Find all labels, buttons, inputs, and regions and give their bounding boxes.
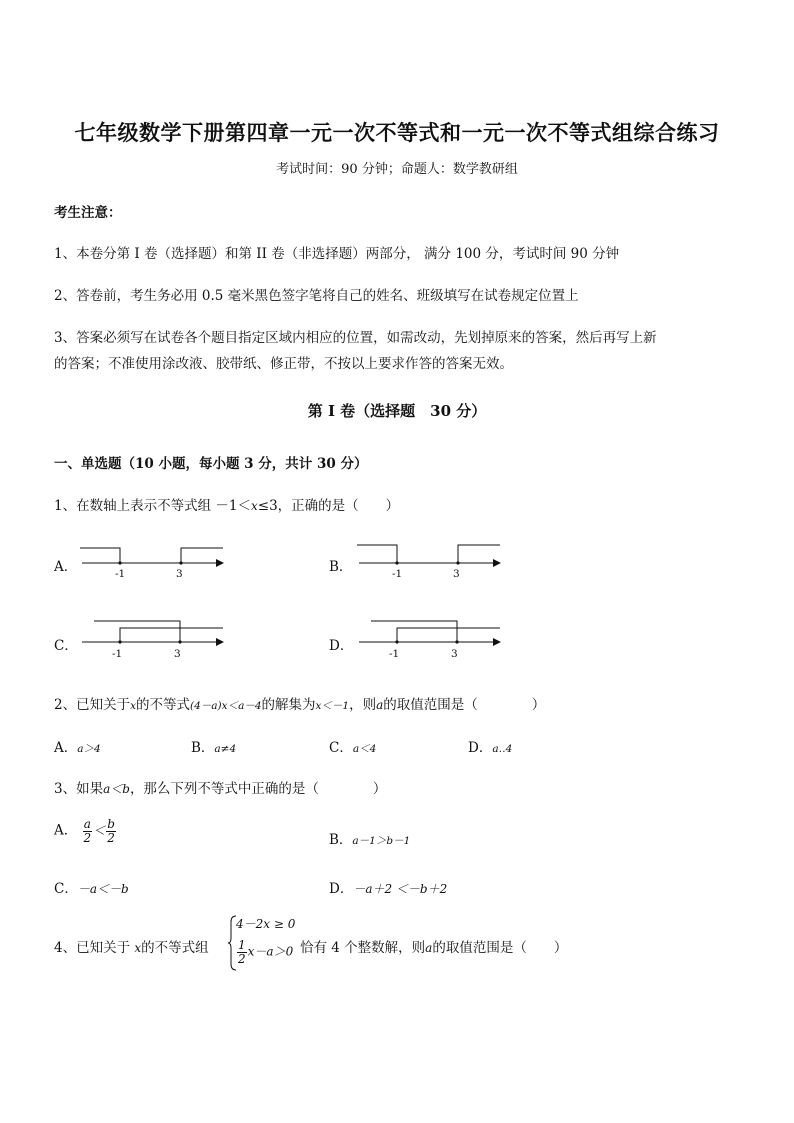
q2-option-d-value: a‥4: [492, 743, 513, 755]
q4-stem-mid: 的不等式组: [141, 940, 209, 956]
q3-option-b-value: a－1＞b－1: [352, 835, 411, 847]
q2-option-b: [191, 736, 236, 756]
q3-a-fraction-2: [106, 818, 116, 844]
q1-d-tick-left: -1: [389, 648, 400, 660]
frac-numerator: a: [83, 817, 91, 831]
q1-stem-suffix: ≤3，正确的是（ ）: [257, 498, 400, 514]
note-item-3-line-1: 3、答案必须写在试卷各个题目指定区域内相应的位置，如需改动，先划掉原来的答案，然后再写上新: [54, 330, 657, 346]
q2-option-a-label: A．: [54, 740, 78, 756]
q4-stem-suffix-wrap: [300, 936, 567, 956]
q1-option-b-label: B．: [329, 559, 353, 575]
q3-option-a: [54, 818, 117, 844]
frac-denominator: 2: [238, 951, 246, 966]
q2-option-d: [468, 736, 512, 756]
q2-stem-suffix: 的取值范围是（ ）: [383, 697, 546, 713]
q4-system-line-1: 4－2x ≥ 0: [236, 917, 296, 931]
q3-option-b-label: B．: [329, 832, 353, 848]
frac-numerator: 1: [238, 938, 246, 952]
q3-option-c-value: －a＜－b: [77, 882, 129, 896]
q2-var-x: x: [130, 700, 137, 712]
q4-var-a: a: [425, 941, 433, 955]
q4-stem-prefix-wrap: [54, 936, 209, 956]
ray-lower: [120, 628, 223, 642]
q1-a-tick-right: 3: [176, 568, 183, 580]
q1-option-c-numberline: [78, 614, 228, 658]
q1-a-tick-left: -1: [115, 568, 126, 580]
q4-var-x: x: [134, 941, 142, 955]
exam-subtitle: 考试时间：90 分钟；命题人：数学教研组: [276, 162, 518, 177]
exam-title: 七年级数学下册第四章一元一次不等式和一元一次不等式组综合练习: [74, 120, 720, 145]
q2-option-b-label: B．: [191, 740, 215, 756]
q2-option-a-value: a＞4: [77, 743, 101, 755]
q1-b-tick-left: -1: [392, 568, 403, 580]
q3-stem: [54, 777, 386, 797]
q3-option-b: [329, 828, 410, 848]
frac-numerator: b: [107, 817, 115, 831]
q3-option-d-label: D．: [329, 881, 354, 897]
q1-option-c-label: C．: [54, 638, 78, 654]
section-title: 第 I 卷（选择题 30 分）: [307, 402, 487, 420]
q1-c-tick-left: -1: [112, 648, 123, 660]
q2-stem-mid3: ，则: [349, 697, 377, 713]
note-item-3-line-2: 的答案；不准使用涂改液、胶带纸、修正带，不按以上要求作答的答案无效。: [54, 356, 513, 372]
q1-stem-var: x: [250, 499, 258, 513]
q3-a-fraction-1: [83, 818, 93, 844]
frac-denominator: 2: [107, 830, 115, 845]
q4-system-fraction: [237, 939, 247, 965]
q4-system-line-2-rest: x－a＞0: [247, 944, 294, 959]
q4-stem-mid2: 恰有 4 个整数解，则: [300, 940, 426, 956]
q3-condition: a＜b: [103, 782, 130, 796]
q1-stem-prefix: 1、在数轴上表示不等式组 －1＜: [54, 498, 251, 514]
q2-option-a: [54, 736, 101, 756]
axis-arrow: [493, 638, 501, 646]
q3-option-c-label: C．: [54, 881, 78, 897]
q2-option-c-value: a＜4: [352, 743, 377, 755]
q1-stem: [54, 494, 399, 514]
q2-solution: x＜－1: [315, 700, 350, 712]
q3-option-c: [54, 877, 129, 897]
q1-b-tick-right: 3: [453, 568, 460, 580]
frac-denominator: 2: [83, 830, 92, 845]
q1-option-a-numberline: [78, 540, 228, 580]
q3-stem-prefix: 3、如果: [54, 781, 104, 797]
q1-option-d-numberline: [355, 614, 505, 658]
ray-upper: [94, 621, 180, 642]
ray-upper: [371, 621, 457, 642]
q2-stem-prefix: 2、已知关于: [54, 697, 131, 713]
q4-inequality-system: [228, 914, 308, 972]
q4-system-line-2: [236, 939, 293, 965]
q1-option-d-label: D．: [329, 638, 354, 654]
q1-c-tick-right: 3: [174, 648, 181, 660]
q2-option-b-value: a≠4: [214, 743, 237, 755]
q2-inequality: (4－a)x＜a－4: [190, 700, 262, 712]
notes-heading: 考生注意：: [54, 205, 122, 221]
q3-option-d-value: －a＋2 ＜－b＋2: [353, 882, 448, 896]
q3-option-d: [329, 877, 447, 897]
q3-a-relation: ＜: [93, 823, 106, 838]
q2-stem-mid2: 的解集为: [261, 697, 316, 713]
axis-arrow: [493, 559, 501, 567]
q2-option-c-label: C．: [329, 740, 353, 756]
q2-option-c: [329, 736, 376, 756]
q2-option-d-label: D．: [468, 740, 493, 756]
q4-stem-suffix: 的取值范围是（ ）: [432, 940, 568, 956]
q4-stem-prefix: 4、已知关于: [54, 940, 135, 956]
ray-left: [80, 548, 120, 563]
q1-option-b-numberline: [355, 540, 505, 580]
note-item-1: 1、本卷分第 I 卷（选择题）和第 II 卷（非选择题）两部分， 满分 100 分，考试时间 90 分钟: [54, 246, 620, 262]
q2-var-a: a: [376, 698, 384, 712]
axis-arrow: [216, 638, 224, 646]
q1-d-tick-right: 3: [451, 648, 458, 660]
ray-left: [357, 545, 397, 563]
q2-stem: [54, 693, 545, 713]
q2-stem-mid1: 的不等式: [136, 697, 191, 713]
axis-arrow: [216, 559, 224, 567]
part-heading: 一、单选题（10 小题，每小题 3 分，共计 30 分）: [54, 456, 368, 472]
note-item-2: 2、答卷前，考生务必用 0.5 毫米黑色签字笔将自己的姓名、班级填写在试卷规定位置上: [54, 288, 579, 304]
q3-stem-suffix: ，那么下列不等式中正确的是（ ）: [129, 781, 387, 797]
q1-option-a-label: A．: [54, 559, 78, 575]
q3-option-a-label: A．: [54, 822, 78, 839]
ray-lower: [397, 628, 500, 642]
